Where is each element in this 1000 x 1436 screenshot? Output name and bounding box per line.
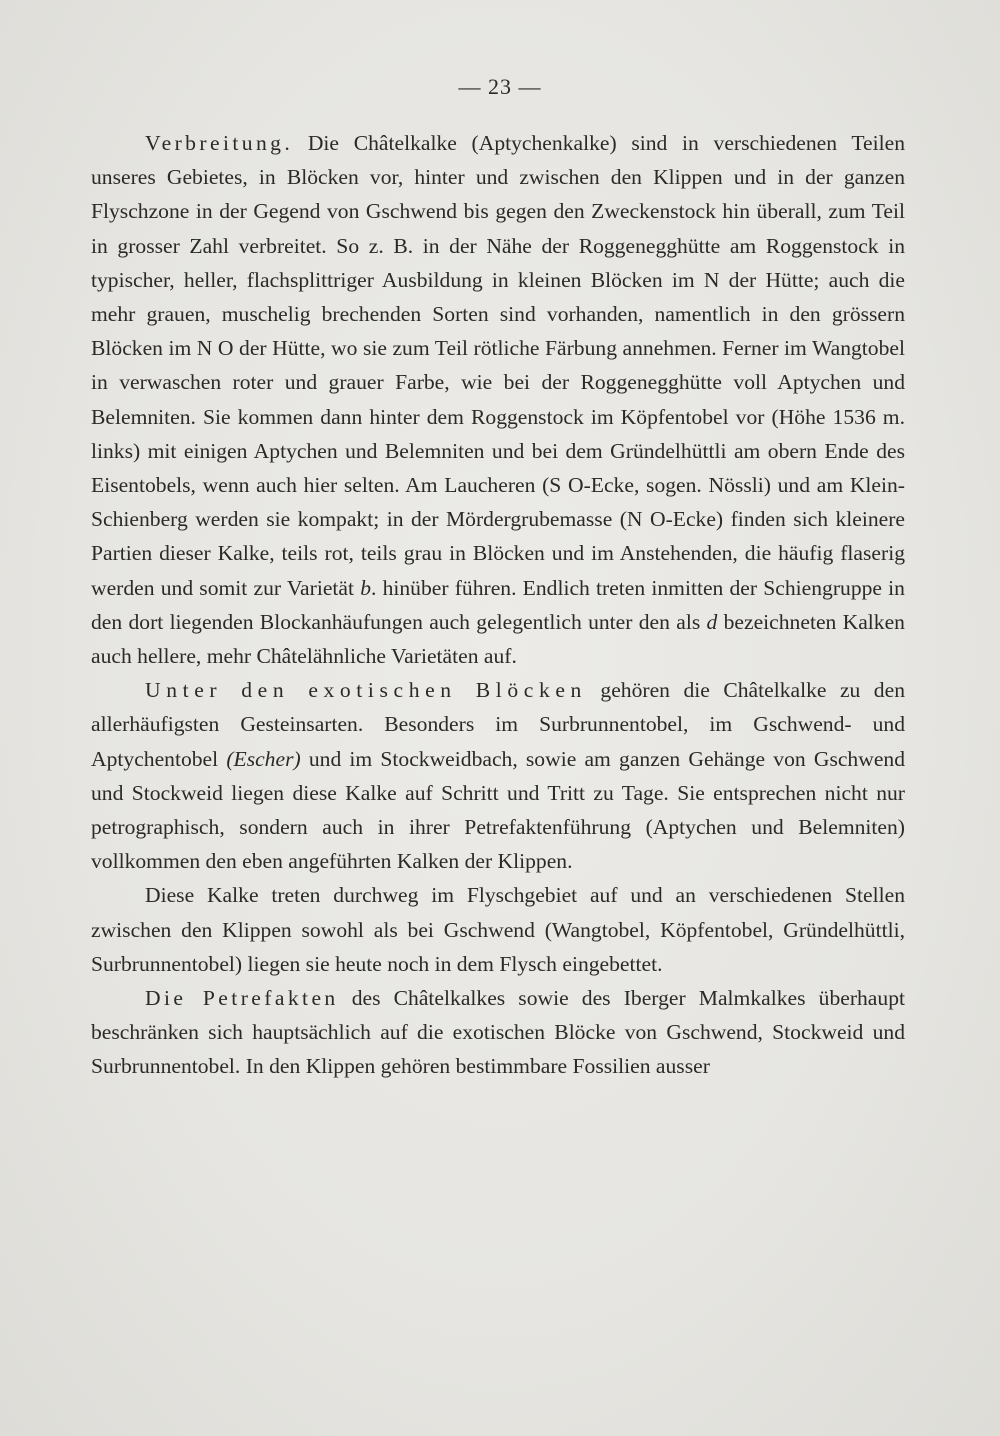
page-number: — 23 — [458,74,542,99]
paragraph-petrefakten [91,981,905,1084]
paragraph-body-tail: und im Stockweidbach, sowie am ganzen Gehänge von Gschwend und Stockweid liegen diese Kalke auf Schritt und Tritt zu Tage. Sie entsprechen nicht nur petrographisch, sondern auch in ihrer Petrefaktenführung (Aptychen und Belemniten) vollkommen den eben angeführten Kalken der Klippen. [91,746,905,874]
paragraph-body: Die Châtelkalke (Aptychenkalke) sind in verschiedenen Teilen unseres Gebietes, in Blöcken vor, hinter und zwischen den Klippen und in der ganzen Flyschzone in der Gegend von Gschwend bis gegen den Zweckenstock hin überall, zum Teil in grosser Zahl verbreitet. So z. B. in der Nähe der Roggenegghütte am Roggenstock in typischer, heller, flachsplittriger Ausbildung in kleinen Blöcken im N der Hütte; auch die mehr grauen, muschelig brechenden Sorten sind vorhanden, namentlich in den grössern Blöcken im N O der Hütte, wo sie zum Teil rötliche Färbung annehmen. Ferner im Wangtobel in verwaschen roter und grauer Farbe, wie bei der Roggenegghütte voll Aptychen und Belemniten. Sie kommen dann hinter dem Roggenstock im Köpfentobel vor (Höhe 1536 m. links) mit einigen Aptychen und Belemniten und bei dem Gründelhüttli am obern Ende des Eisentobels, wenn auch hier selten. Am Laucheren (S O-Ecke, sogen. Nössli) und am Klein-Schienberg werden sie kompakt; in der Mördergrubemasse (N O-Ecke) finden sich kleinere Partien dieser Kalke, teils rot, teils grau in Blöcken und im Anstehenden, die häufig flaserig werden und somit zur Varietät [91,131,905,600]
paragraph-lead: Unter den exotischen Blöcken [145,678,587,703]
italic-term: b [360,575,371,600]
paragraph-body: Diese Kalke treten durchweg im Flyschgebiet auf und an verschiedenen Stellen zwischen den Klippen sowohl als bei Gschwend (Wangtobel, Köpfentobel, Gründelhüttli, Surbrunnentobel) liegen sie heute noch in dem Flysch eingebettet. [91,883,905,976]
paragraph-body-tail: bezeichneten Kalken auch hellere, mehr Châtelähnliche Varietäten auf. [91,609,905,669]
paragraph-verbreitung [91,126,905,673]
paragraph-body: gehören die Châtelkalke zu den allerhäufigsten Gesteinsarten. Besonders im Surbrunnentobel, im Gschwend- und Aptychentobel [91,678,905,771]
paragraph-body: des Châtelkalkes sowie des Iberger Malmkalkes überhaupt beschränken sich hauptsächlich auf die exotischen Blöcke von Gschwend, Stockweid und Surbrunnentobel. In den Klippen gehören bestimmbare Fossilien ausser [91,986,905,1079]
italic-term: d [706,609,718,634]
paragraph-flyschgebiet [91,878,905,981]
body-text [91,126,905,1084]
paragraph-body-mid: . hinüber führen. Endlich treten inmitten der Schiengruppe in den dort liegenden Blockanhäufungen auch gelegentlich unter den als [91,575,905,634]
paragraph-exotische-bloecke [91,673,905,878]
italic-citation: (Escher) [226,746,301,771]
paragraph-lead: Die Petrefakten [145,986,339,1011]
paragraph-lead: Verbreitung. [145,131,294,155]
